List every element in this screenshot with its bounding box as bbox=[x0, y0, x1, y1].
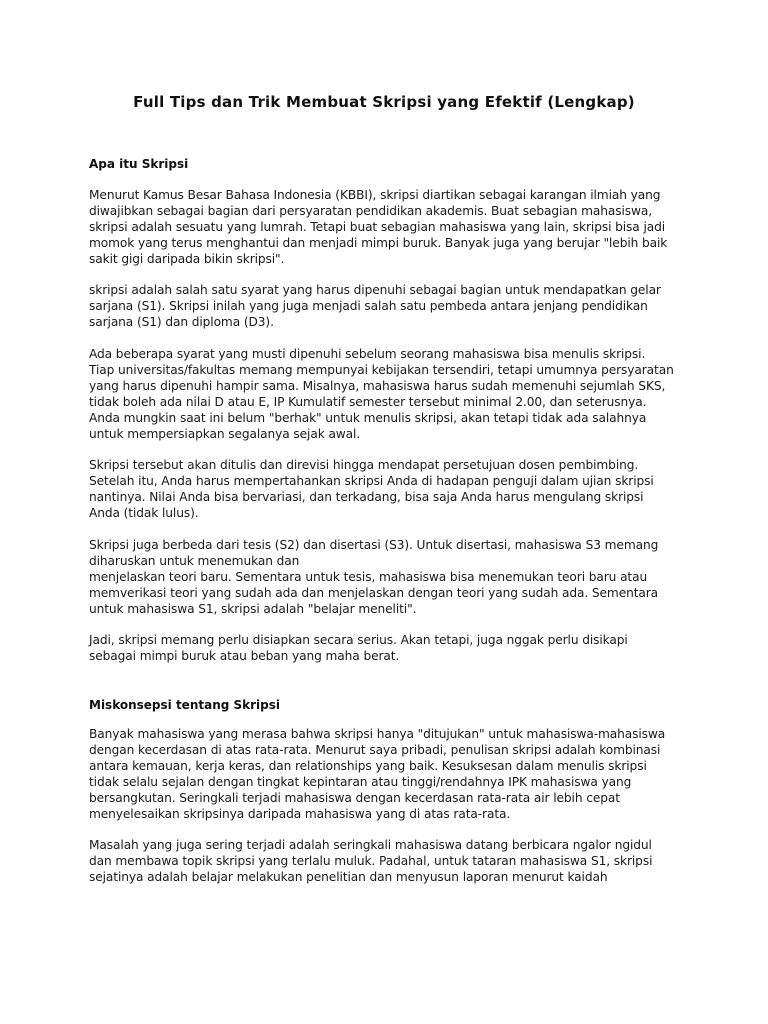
text-line: Anda mungkin saat ini belum "berhak" untuk menulis skripsi, akan tetapi tidak ada salahnya bbox=[89, 410, 647, 425]
text-line: Tiap universitas/fakultas memang mempunyai kebijakan tersendiri, tetapi umumnya persyaratan bbox=[89, 362, 674, 377]
text-line: diharuskan untuk menemukan dan bbox=[89, 553, 300, 568]
text-line: tidak boleh ada nilai D atau E, IP Kumulatif semester tersebut minimal 2.00, dan seterusnya. bbox=[89, 394, 647, 409]
paragraph bbox=[89, 188, 709, 268]
section-heading-apa-itu-skripsi: Apa itu Skripsi bbox=[89, 157, 189, 171]
text-line: tidak selalu sejalan dengan tingkat kepintaran atau tinggi/rendahnya IPK mahasiswa yang bbox=[89, 774, 632, 789]
text-line: skripsi adalah sesuatu yang lumrah. Tetapi buat sebagian mahasiswa yang lain, skripsi bisa jadi bbox=[89, 219, 666, 234]
text-line: diwajibkan sebagai bagian dari persyaratan pendidikan akademis. Buat sebagian mahasiswa, bbox=[89, 203, 653, 218]
text-line: Skripsi tersebut akan ditulis dan direvisi hingga mendapat persetujuan dosen pembimbing. bbox=[89, 458, 639, 472]
paragraph bbox=[89, 633, 709, 665]
text-line: nantinya. Nilai Anda bisa bervariasi, dan terkadang, bisa saja Anda harus mengulang skripsi bbox=[89, 489, 644, 504]
paragraph bbox=[89, 727, 709, 822]
document-title: Full Tips dan Trik Membuat Skripsi yang Efektif (Lengkap) bbox=[133, 93, 635, 111]
text-line: untuk mahasiswa S1, skripsi adalah "belajar meneliti". bbox=[89, 601, 417, 616]
paragraph bbox=[89, 538, 709, 618]
text-line: memverikasi teori yang sudah ada dan menjelaskan dengan teori yang sudah ada. Sementara bbox=[89, 585, 659, 600]
text-line: Jadi, skripsi memang perlu disiapkan secara serius. Akan tetapi, juga nggak perlu disikapi bbox=[89, 633, 628, 647]
text-line: untuk mempersiapkan segalanya sejak awal. bbox=[89, 426, 361, 441]
paragraph bbox=[89, 347, 709, 442]
paragraph bbox=[89, 458, 709, 522]
text-line: bersangkutan. Seringkali terjadi mahasiswa dengan kecerdasan rata-rata air lebih cepat bbox=[89, 790, 620, 805]
text-line: sarjana (S1). Skripsi inilah yang juga menjadi salah satu pembeda antara jenjang pendidikan bbox=[89, 298, 648, 313]
text-line: dengan kecerdasan di atas rata-rata. Menurut saya pribadi, penulisan skripsi adalah kombinasi bbox=[89, 742, 661, 757]
text-line: Skripsi juga berbeda dari tesis (S2) dan disertasi (S3). Untuk disertasi, mahasiswa S3 memang bbox=[89, 538, 659, 552]
text-line: Masalah yang juga sering terjadi adalah seringkali mahasiswa datang berbicara ngalor ngidul bbox=[89, 838, 652, 852]
text-line: sakit gigi daripada bikin skripsi". bbox=[89, 251, 285, 266]
text-line: antara kemauan, kerja keras, dan relationships yang baik. Kesuksesan dalam menulis skripsi bbox=[89, 758, 647, 773]
paragraph bbox=[89, 838, 709, 886]
paragraph bbox=[89, 283, 709, 331]
text-line: skripsi adalah salah satu syarat yang harus dipenuhi sebagai bagian untuk mendapatkan gelar bbox=[89, 283, 661, 297]
text-line: menjelaskan teori baru. Sementara untuk tesis, mahasiswa bisa menemukan teori baru atau bbox=[89, 569, 648, 584]
text-line: Anda (tidak lulus). bbox=[89, 505, 199, 520]
text-line: yang harus dipenuhi hampir sama. Misalnya, mahasiswa harus sudah memenuhi sejumlah SKS, bbox=[89, 378, 666, 393]
text-line: Banyak mahasiswa yang merasa bahwa skripsi hanya "ditujukan" untuk mahasiswa-mahasiswa bbox=[89, 727, 666, 741]
section-heading-miskonsepsi: Miskonsepsi tentang Skripsi bbox=[89, 698, 281, 712]
text-line: dan membawa topik skripsi yang terlalu muluk. Padahal, untuk tataran mahasiswa S1, skripsi bbox=[89, 853, 653, 868]
text-line: Menurut Kamus Besar Bahasa Indonesia (KBBI), skripsi diartikan sebagai karangan ilmiah yang bbox=[89, 188, 661, 202]
text-line: sebagai mimpi buruk atau beban yang maha berat. bbox=[89, 648, 400, 663]
text-line: sejatinya adalah belajar melakukan penelitian dan menyusun laporan menurut kaidah bbox=[89, 869, 608, 884]
text-line: momok yang terus menghantui dan menjadi mimpi buruk. Banyak juga yang berujar "lebih baik bbox=[89, 235, 668, 250]
text-line: Ada beberapa syarat yang musti dipenuhi sebelum seorang mahasiswa bisa menulis skripsi. bbox=[89, 347, 646, 361]
text-line: Setelah itu, Anda harus mempertahankan skripsi Anda di hadapan penguji dalam ujian skripsi bbox=[89, 473, 654, 488]
text-line: sarjana (S1) dan diploma (D3). bbox=[89, 314, 274, 329]
text-line: menyelesaikan skripsinya daripada mahasiswa yang di atas rata-rata. bbox=[89, 806, 511, 821]
